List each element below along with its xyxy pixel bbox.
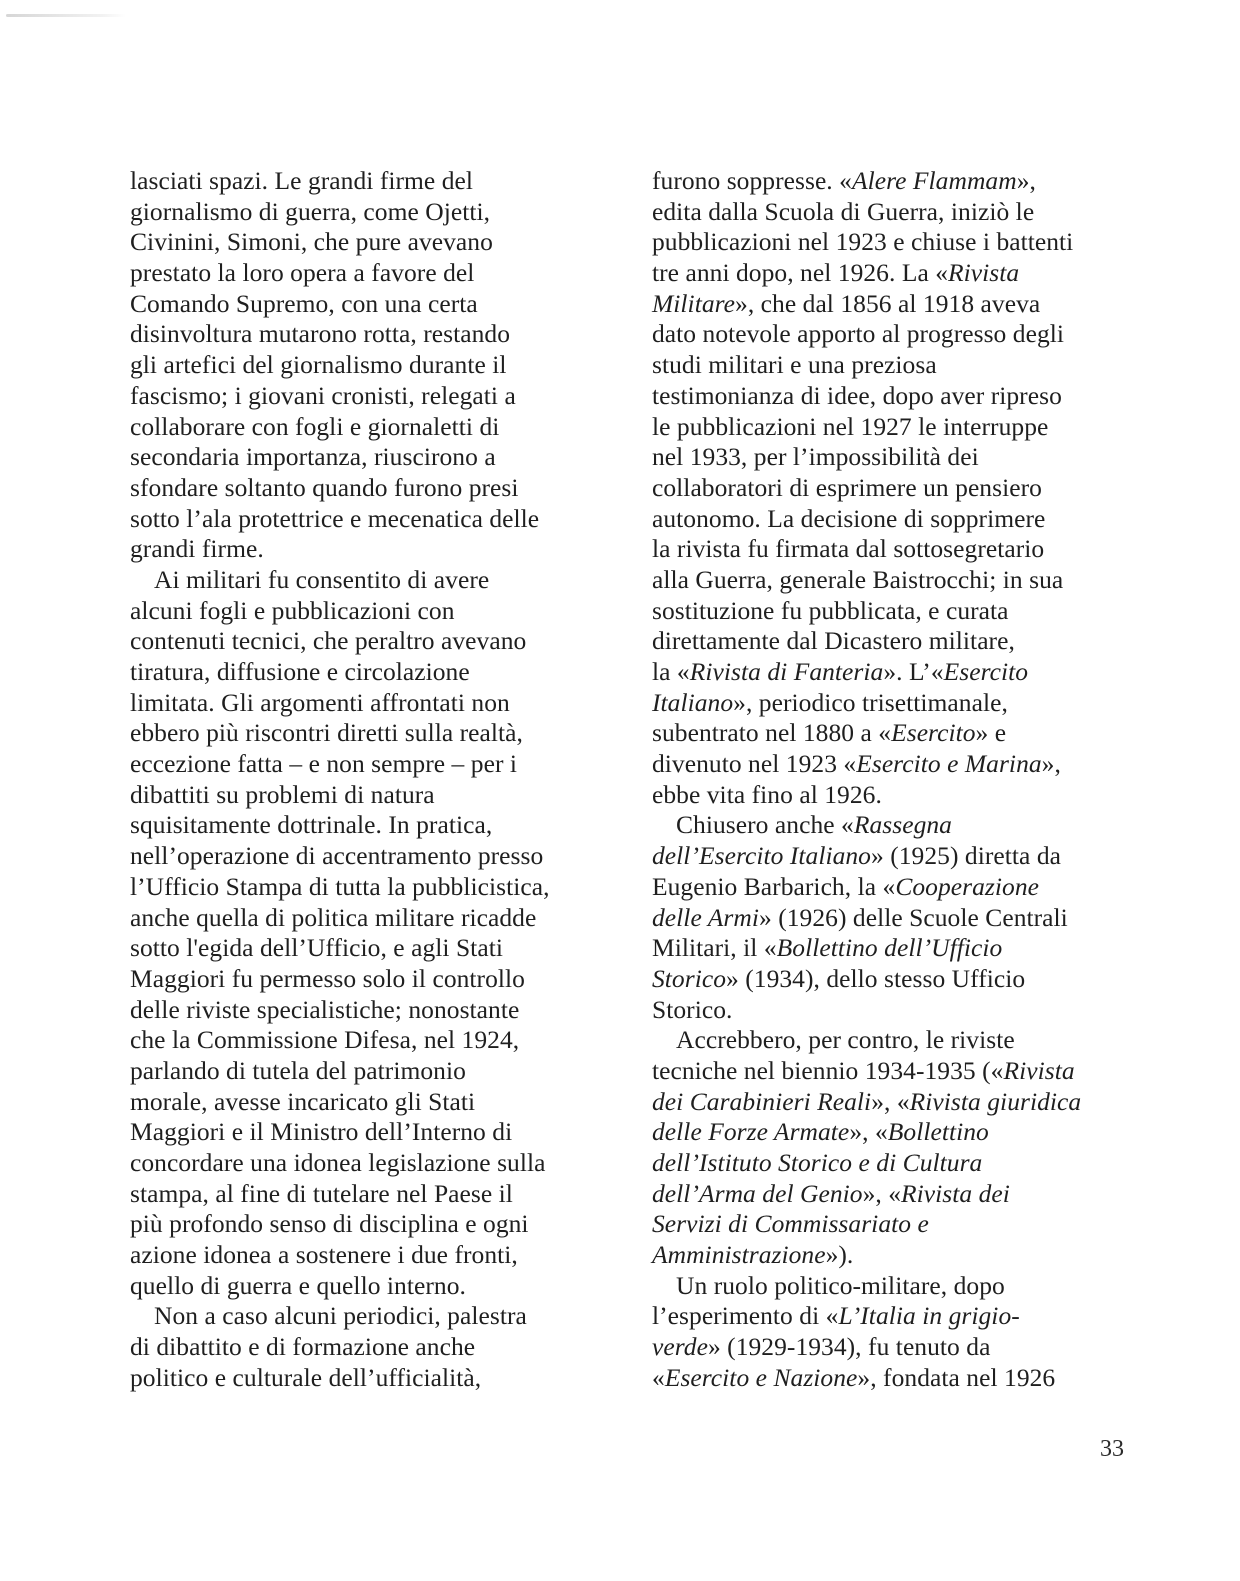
periodical-title: Bollettino bbox=[887, 1117, 989, 1147]
text-line: Ai militari fu consentito di avere bbox=[154, 564, 490, 594]
text-segment: tre anni dopo, nel 1926. La « bbox=[652, 258, 949, 288]
text-line: di dibattito e di formazione anche bbox=[130, 1332, 476, 1362]
text-line: sotto l'egida dell’Ufficio, e agli Stati bbox=[130, 933, 503, 963]
text-segment: » (1925) diretta da bbox=[870, 841, 1061, 871]
text-line bbox=[652, 227, 1132, 258]
text-segment: pubblicazioni nel 1923 e chiuse i battenti bbox=[652, 227, 1074, 257]
text-line: squisitamente dottrinale. In pratica, bbox=[130, 810, 493, 840]
text-segment: studi militari e una preziosa bbox=[652, 350, 937, 380]
text-line bbox=[652, 1087, 1132, 1118]
text-line: azione idonea a sostenere i due fronti, bbox=[130, 1240, 518, 1270]
periodical-title: Esercito bbox=[943, 657, 1029, 686]
text-line bbox=[652, 903, 1132, 934]
text-line: concordare una idonea legislazione sulla bbox=[130, 1148, 546, 1177]
text-line: limitata. Gli argomenti affrontati non bbox=[130, 687, 510, 717]
text-segment: ». L’« bbox=[883, 657, 944, 686]
periodical-title: Militare bbox=[652, 288, 736, 318]
text-segment: furono soppresse. « bbox=[652, 166, 852, 195]
text-line bbox=[652, 473, 1132, 504]
text-line bbox=[652, 780, 1132, 811]
text-line: Maggiori fu permesso solo il controllo bbox=[130, 963, 525, 993]
text-segment: sostituzione fu pubblicata, e curata bbox=[652, 595, 1009, 625]
text-line bbox=[652, 596, 1132, 627]
text-line bbox=[652, 565, 1132, 596]
periodical-title: dell’Istituto Storico e di Cultura bbox=[652, 1148, 983, 1177]
text-segment: Un ruolo politico-militare, dopo bbox=[676, 1270, 1005, 1300]
text-segment: », bbox=[1016, 166, 1036, 195]
text-segment: collaboratori di esprimere un pensiero bbox=[652, 472, 1042, 502]
text-line bbox=[652, 1332, 1132, 1363]
text-segment: » (1934), dello stesso Ufficio bbox=[726, 963, 1026, 993]
text-line: nell’operazione di accentramento presso bbox=[130, 841, 544, 871]
periodical-title: dell’Esercito Italiano bbox=[652, 841, 871, 871]
periodical-title: Rivista dei bbox=[901, 1178, 1010, 1208]
periodical-title: Esercito bbox=[891, 718, 976, 748]
periodical-title: dei Carabinieri Reali bbox=[652, 1086, 872, 1116]
text-line bbox=[652, 504, 1132, 535]
text-line bbox=[652, 1209, 1132, 1240]
text-segment: Accrebbero, per contro, le riviste bbox=[676, 1025, 1015, 1055]
text-line bbox=[652, 1148, 1132, 1179]
text-line: Maggiori e il Ministro dell’Interno di bbox=[130, 1117, 513, 1147]
text-segment: » (1926) delle Scuole Centrali bbox=[758, 902, 1068, 932]
text-segment: subentrato nel 1880 a « bbox=[652, 718, 892, 748]
periodical-title: Servizi di Commissariato e bbox=[652, 1209, 929, 1239]
text-line bbox=[652, 841, 1132, 872]
text-line bbox=[652, 289, 1132, 320]
text-line: alcuni fogli e pubblicazioni con bbox=[130, 595, 455, 625]
text-line bbox=[652, 381, 1132, 412]
text-line bbox=[652, 1271, 1132, 1302]
left-text-column bbox=[130, 166, 610, 1394]
text-segment: » (1929-1934), fu tenuto da bbox=[707, 1332, 991, 1362]
text-segment: », « bbox=[871, 1086, 910, 1116]
text-segment: l’esperimento di « bbox=[652, 1301, 839, 1331]
text-segment: » e bbox=[975, 718, 1007, 748]
periodical-title: Cooperazione bbox=[895, 871, 1040, 901]
page-number: 33 bbox=[1100, 1436, 1124, 1462]
text-line: eccezione fatta – e non sempre – per i bbox=[130, 749, 518, 779]
text-line: secondaria importanza, riuscirono a bbox=[130, 442, 496, 472]
text-line: sfondare soltanto quando furono presi bbox=[130, 472, 519, 502]
text-line: Civinini, Simoni, che pure avevano bbox=[130, 227, 493, 257]
text-line bbox=[652, 688, 1132, 719]
text-segment: », « bbox=[862, 1178, 902, 1208]
text-line bbox=[652, 964, 1132, 995]
text-line: contenuti tecnici, che peraltro avevano bbox=[130, 626, 527, 656]
text-line bbox=[652, 534, 1132, 565]
text-line: prestato la loro opera a favore del bbox=[130, 258, 475, 288]
text-segment: », bbox=[1041, 749, 1061, 779]
text-line: che la Commissione Difesa, nel 1924, bbox=[130, 1025, 520, 1055]
text-segment: », « bbox=[849, 1117, 888, 1147]
text-segment: », che dal 1856 al 1918 aveva bbox=[735, 288, 1041, 318]
text-line bbox=[652, 933, 1132, 964]
text-line bbox=[652, 749, 1132, 780]
text-segment: », periodico trisettimanale, bbox=[733, 687, 1008, 717]
text-segment: la « bbox=[652, 657, 690, 686]
text-line bbox=[652, 166, 1132, 197]
text-segment: alla Guerra, generale Baistrocchi; in sua bbox=[652, 564, 1064, 594]
periodical-title: Amministrazione bbox=[652, 1240, 826, 1270]
periodical-title: Rivista di Fanteria bbox=[689, 657, 884, 686]
text-line bbox=[652, 626, 1132, 657]
text-segment: Militari, il « bbox=[652, 933, 777, 963]
text-line bbox=[652, 258, 1132, 289]
scan-edge-mark bbox=[6, 14, 126, 17]
text-line: ebbero più riscontri diretti sulla realtà, bbox=[130, 718, 523, 748]
periodical-title: delle Forze Armate bbox=[652, 1117, 850, 1147]
text-segment: « bbox=[652, 1362, 665, 1392]
periodical-title: Rivista bbox=[1003, 1055, 1075, 1085]
text-line: Non a caso alcuni periodici, palestra bbox=[154, 1301, 527, 1331]
text-line bbox=[652, 810, 1132, 841]
text-segment: ebbe vita fino al 1926. bbox=[652, 779, 882, 809]
text-line: anche quella di politica militare ricadde bbox=[130, 902, 537, 932]
text-segment: direttamente dal Dicastero militare, bbox=[652, 626, 1015, 656]
periodical-title: Italiano bbox=[652, 687, 734, 717]
text-line bbox=[652, 718, 1132, 749]
text-segment: »). bbox=[825, 1240, 854, 1270]
text-line: grandi firme. bbox=[130, 534, 264, 564]
text-line bbox=[652, 412, 1132, 443]
text-line bbox=[652, 1025, 1132, 1056]
text-line bbox=[652, 657, 1132, 688]
text-line: disinvoltura mutarono rotta, restando bbox=[130, 319, 511, 349]
text-line: fascismo; i giovani cronisti, relegati a bbox=[130, 380, 516, 410]
text-line bbox=[652, 1301, 1132, 1332]
text-line bbox=[652, 1179, 1132, 1210]
right-text-column bbox=[652, 166, 1132, 1394]
periodical-title: Rivista bbox=[948, 258, 1020, 288]
text-line: morale, avesse incaricato gli Stati bbox=[130, 1086, 476, 1116]
text-line: delle riviste specialistiche; nonostante bbox=[130, 994, 520, 1024]
text-line: collaborare con fogli e giornaletti di bbox=[130, 411, 500, 441]
periodical-title: Storico bbox=[652, 963, 727, 993]
text-segment: Chiusero anche « bbox=[676, 810, 854, 840]
text-line bbox=[652, 350, 1132, 381]
text-line: l’Ufficio Stampa di tutta la pubblicistica, bbox=[130, 871, 550, 901]
text-line: gli artefici del giornalismo durante il bbox=[130, 350, 507, 380]
text-segment: », fondata nel 1926 bbox=[857, 1362, 1056, 1392]
text-segment: Eugenio Barbarich, la « bbox=[652, 871, 896, 901]
text-line: stampa, al fine di tutelare nel Paese il bbox=[130, 1178, 513, 1208]
text-line: politico e culturale dell’ufficialità, bbox=[130, 1362, 482, 1392]
periodical-title: verde bbox=[652, 1332, 708, 1362]
periodical-title: Alere Flammam bbox=[851, 166, 1017, 195]
periodical-title: delle Armi bbox=[652, 902, 759, 932]
text-line bbox=[652, 1056, 1132, 1087]
text-line bbox=[652, 197, 1132, 228]
text-line bbox=[652, 1240, 1132, 1271]
text-line: Comando Supremo, con una certa bbox=[130, 288, 478, 318]
text-line: più profondo senso di disciplina e ogni bbox=[130, 1209, 529, 1239]
periodical-title: dell’Arma del Genio bbox=[652, 1178, 863, 1208]
text-segment: testimonianza di idee, dopo aver ripreso bbox=[652, 380, 1062, 410]
text-segment: le pubblicazioni nel 1927 le interruppe bbox=[652, 411, 1049, 441]
periodical-title: Rassegna bbox=[853, 810, 952, 840]
text-line bbox=[652, 442, 1132, 473]
text-line bbox=[652, 319, 1132, 350]
text-segment: autonomo. La decisione di sopprimere bbox=[652, 503, 1046, 533]
periodical-title: L’Italia in grigio- bbox=[838, 1301, 1020, 1331]
text-line: sotto l’ala protettrice e mecenatica delle bbox=[130, 503, 540, 533]
text-line: parlando di tutela del patrimonio bbox=[130, 1055, 466, 1085]
text-segment: Storico. bbox=[652, 994, 733, 1024]
text-segment: dato notevole apporto al progresso degli bbox=[652, 319, 1065, 349]
text-segment: edita dalla Scuola di Guerra, iniziò le bbox=[652, 196, 1035, 226]
text-line bbox=[652, 872, 1132, 903]
periodical-title: Bollettino dell’Ufficio bbox=[776, 933, 1003, 963]
text-segment: tecniche nel biennio 1934-1935 (« bbox=[652, 1055, 1004, 1085]
periodical-title: Rivista giuridica bbox=[909, 1086, 1082, 1116]
text-line: giornalismo di guerra, come Ojetti, bbox=[130, 196, 491, 226]
text-line: dibattiti su problemi di natura bbox=[130, 779, 435, 809]
text-line: tiratura, diffusione e circolazione bbox=[130, 657, 470, 686]
periodical-title: Esercito e Nazione bbox=[664, 1362, 858, 1392]
text-segment: nel 1933, per l’impossibilità dei bbox=[652, 442, 979, 472]
text-line bbox=[652, 1363, 1132, 1394]
text-line bbox=[652, 1117, 1132, 1148]
text-line: quello di guerra e quello interno. bbox=[130, 1270, 466, 1300]
text-segment: la rivista fu firmata dal sottosegretario bbox=[652, 534, 1045, 564]
text-line bbox=[652, 995, 1132, 1026]
text-line: lasciati spazi. Le grandi firme del bbox=[130, 166, 474, 195]
periodical-title: Esercito e Marina bbox=[856, 749, 1042, 779]
text-segment: divenuto nel 1923 « bbox=[652, 749, 857, 779]
